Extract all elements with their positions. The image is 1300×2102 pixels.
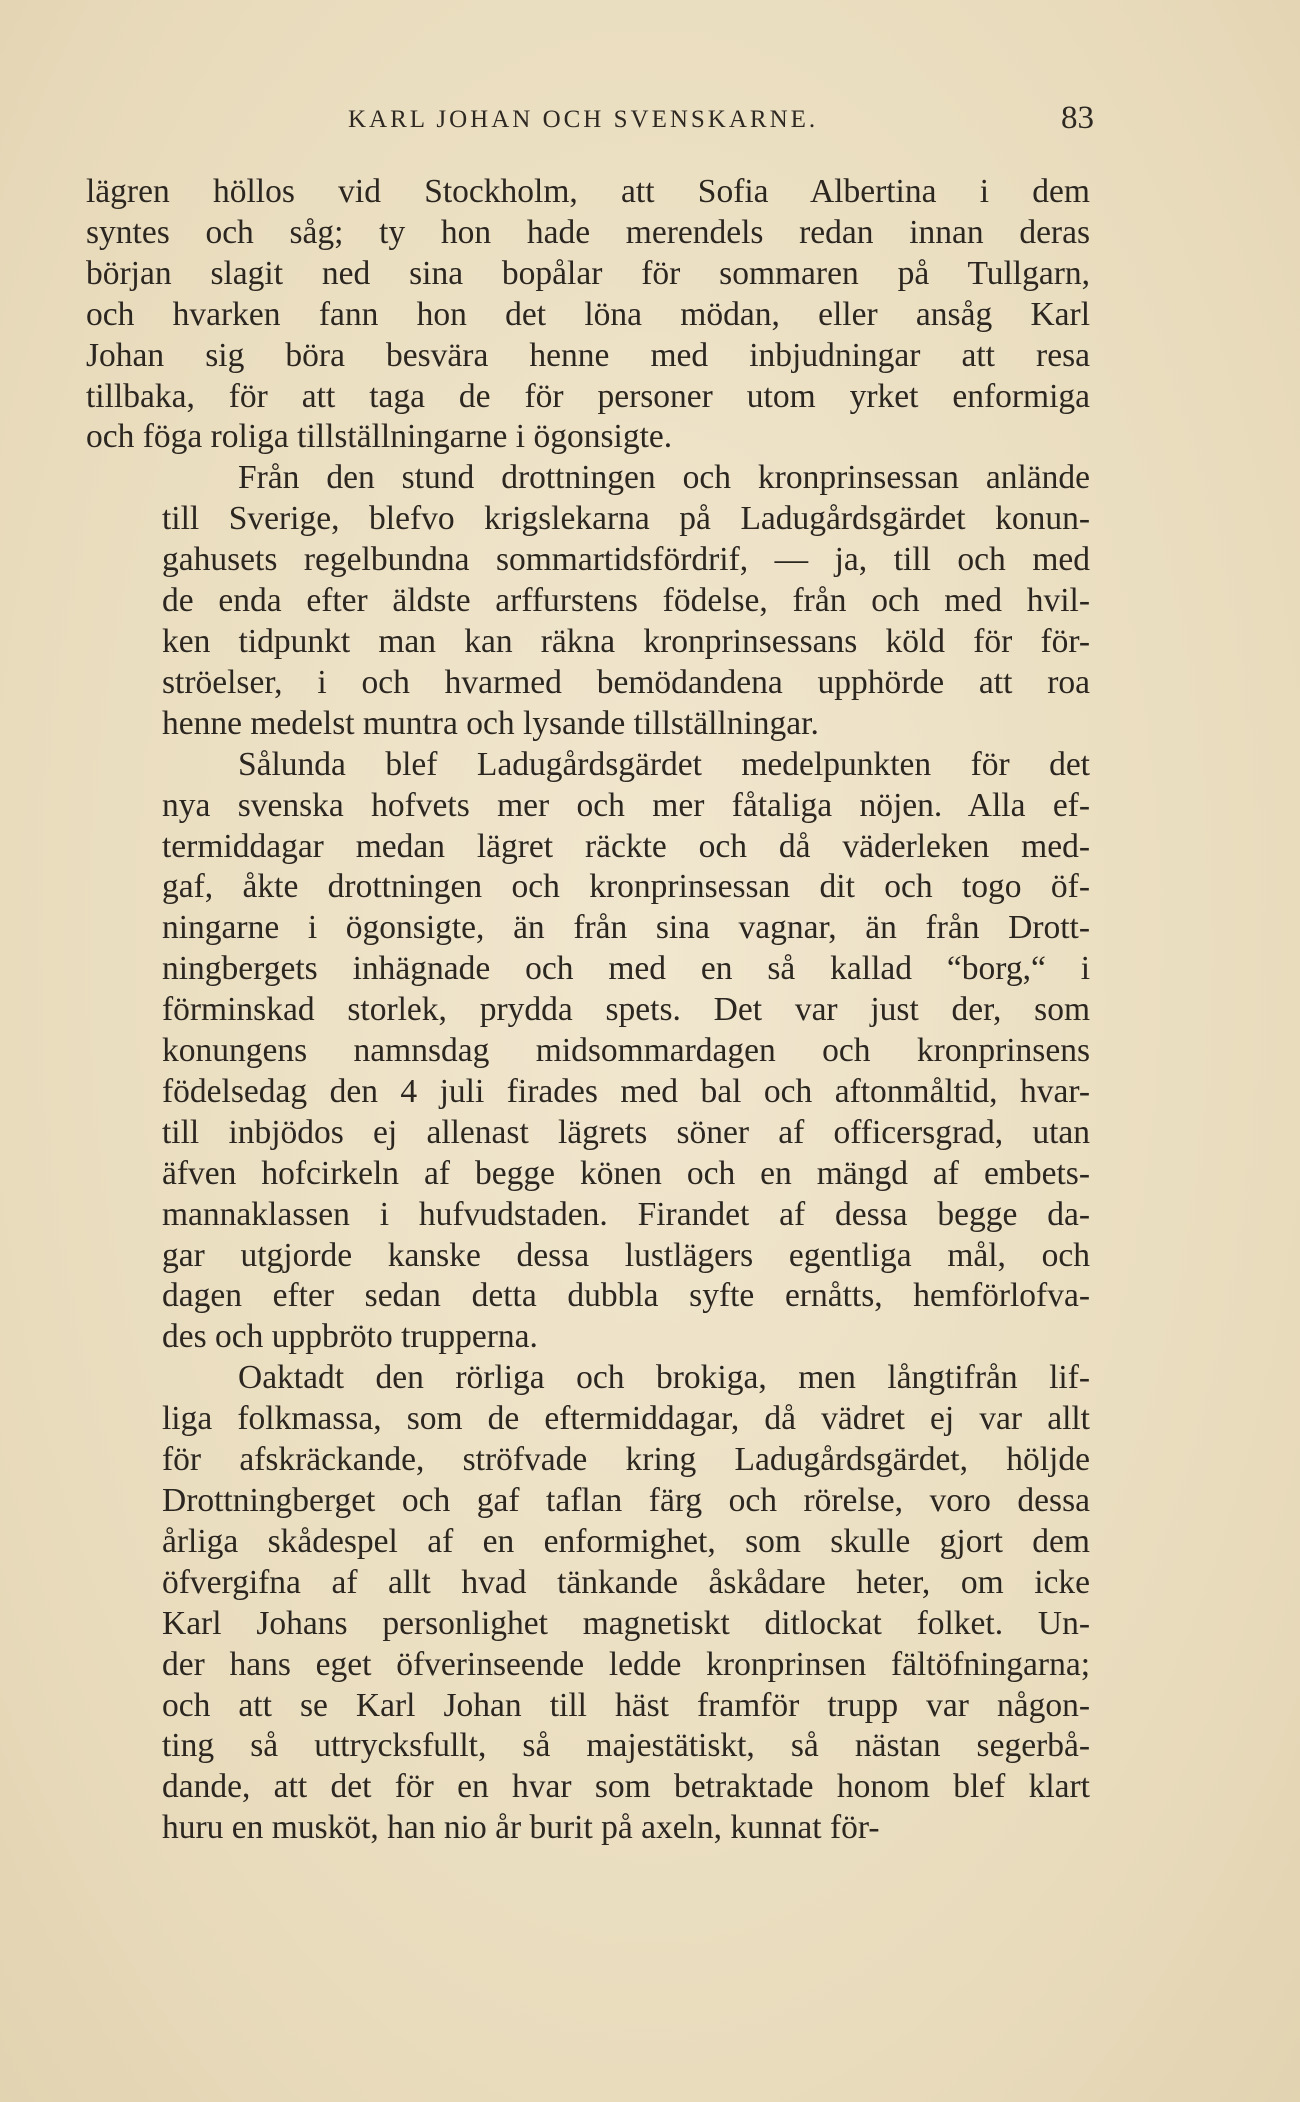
paragraph — [86, 458, 1090, 744]
text-line: konungens namnsdag midsommardagen och kronprinsens — [162, 1032, 1090, 1070]
text-line: födelsedag den 4 juli firades med bal och aftonmåltid, hvar- — [162, 1072, 1090, 1110]
text-line: ting så uttrycksfullt, så majestätiskt, så nästan segerbå- — [162, 1727, 1090, 1765]
text-line: ningbergets inhägnade och med en så kallad “borg,“ i — [162, 950, 1090, 988]
body-text — [86, 172, 1090, 1849]
book-page — [86, 100, 1094, 1849]
text-line: till inbjödos ej allenast lägrets söner af officersgrad, utan — [162, 1113, 1090, 1151]
text-line: des och uppbröto trupperna. — [162, 1318, 538, 1356]
paragraph — [86, 745, 1090, 1359]
text-line: dande, att det för en hvar som betraktade honom blef klart — [162, 1768, 1090, 1806]
text-line: gahusets regelbundna sommartidsfördrif, — ja, till och med — [162, 541, 1090, 579]
text-line: Sålunda blef Ladugårdsgärdet medelpunkten för det — [238, 745, 1090, 783]
text-line: gar utgjorde kanske dessa lustlägers egentliga mål, och — [162, 1236, 1090, 1274]
text-line: lägren höllos vid Stockholm, att Sofia Albertina i dem — [86, 173, 1090, 210]
text-line: nya svenska hofvets mer och mer fåtaliga nöjen. Alla ef- — [162, 786, 1090, 824]
text-line: ningarne i ögonsigte, än från sina vagnar, än från Drott- — [162, 909, 1090, 947]
text-line: der hans eget öfverinseende ledde kronprinsen fältöfningarna; — [162, 1645, 1090, 1683]
text-line: ken tidpunkt man kan räkna kronprinsessans köld för för- — [162, 622, 1090, 660]
text-line: Drottningberget och gaf taflan färg och rörelse, voro dessa — [162, 1482, 1090, 1519]
running-header — [86, 100, 1094, 160]
text-line: syntes och såg; ty hon hade merendels redan innan deras — [86, 213, 1090, 251]
text-line: och att se Karl Johan till häst framför trupp var någon- — [162, 1686, 1090, 1724]
text-line: början slagit ned sina bopålar för sommaren på Tullgarn, — [86, 254, 1090, 292]
text-line: gaf, åkte drottningen och kronprinsessan dit och togo öf- — [162, 868, 1090, 906]
text-line: mannaklassen i hufvudstaden. Firandet af dessa begge da- — [162, 1195, 1090, 1233]
paragraph — [86, 172, 1090, 458]
text-line: henne medelst muntra och lysande tillställningar. — [162, 704, 819, 742]
text-line: Från den stund drottningen och kronprinsessan anlände — [238, 459, 1090, 497]
text-line: och hvarken fann hon det löna mödan, eller ansåg Karl — [86, 295, 1090, 333]
text-line: ströelser, i och hvarmed bemödandena upphörde att roa — [162, 663, 1090, 701]
text-line: liga folkmassa, som de eftermiddagar, då vädret ej var allt — [162, 1400, 1090, 1438]
text-line: och föga roliga tillställningarne i ögonsigte. — [86, 418, 673, 456]
text-line: Oaktadt den rörliga och brokiga, men långtifrån lif- — [238, 1359, 1090, 1397]
text-line: till Sverige, blefvo krigslekarna på Ladugårdsgärdet konun- — [162, 500, 1090, 538]
text-line: äfven hofcirkeln af begge könen och en mängd af embets- — [162, 1154, 1090, 1192]
text-line: Johan sig böra besvära henne med inbjudningar att resa — [86, 336, 1090, 374]
text-line: dagen efter sedan detta dubbla syfte ernåtts, hemförlofva- — [162, 1277, 1090, 1315]
text-line: öfvergifna af allt hvad tänkande åskådare heter, om icke — [162, 1563, 1090, 1601]
paragraph — [86, 1358, 1090, 1849]
text-line: termiddagar medan lägret räckte och då väderleken med- — [162, 827, 1090, 865]
running-title: KARL JOHAN OCH SVENSKARNE. — [348, 106, 819, 133]
text-line: förminskad storlek, prydda spets. Det var just der, som — [162, 991, 1090, 1029]
page-number: 83 — [1061, 100, 1094, 136]
text-line: de enda efter äldste arffurstens födelse, från och med hvil- — [162, 582, 1090, 620]
text-line: Karl Johans personlighet magnetiskt ditlockat folket. Un- — [162, 1604, 1090, 1642]
text-line: för afskräckande, ströfvade kring Ladugårdsgärdet, höljde — [162, 1441, 1090, 1479]
text-line: årliga skådespel af en enformighet, som skulle gjort dem — [162, 1522, 1090, 1560]
text-line: tillbaka, för att taga de för personer utom yrket enformiga — [86, 377, 1090, 415]
text-line: huru en musköt, han nio år burit på axeln, kunnat för- — [162, 1809, 880, 1847]
